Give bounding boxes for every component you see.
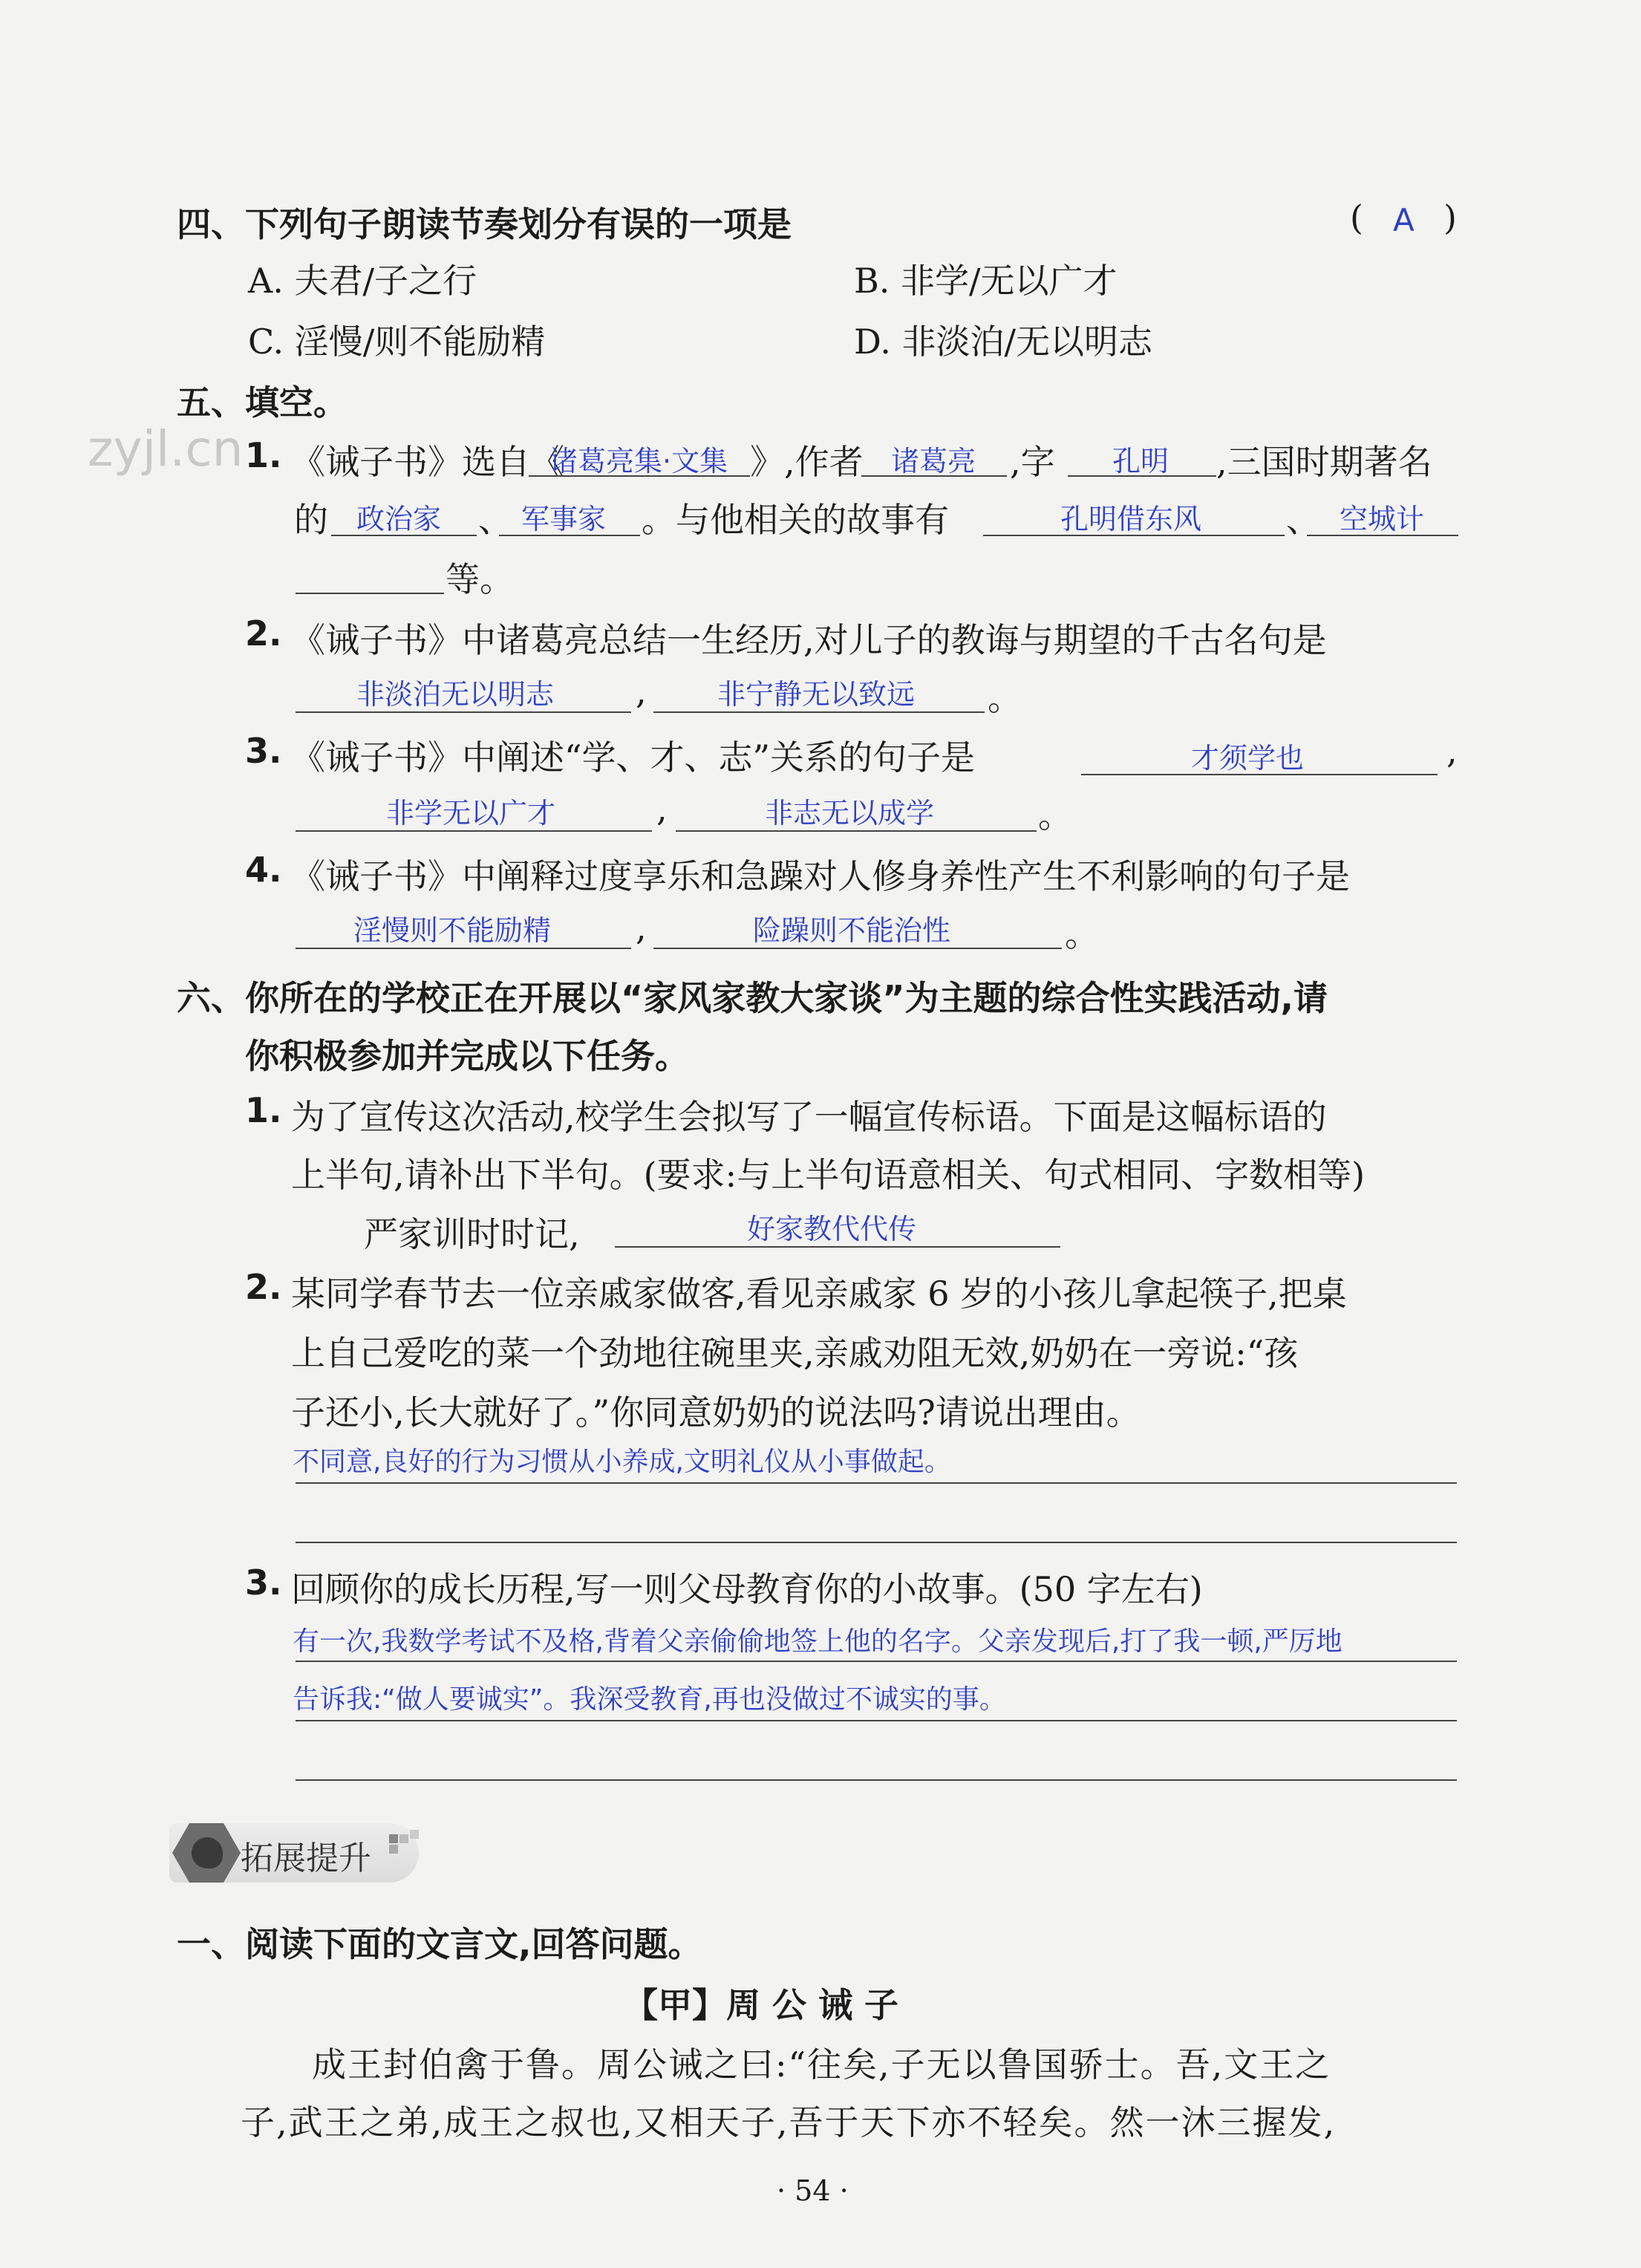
q1-answer-3: 孔明 [1112, 445, 1169, 478]
passage-title: 【甲】周 公 诫 子 [624, 1985, 899, 2025]
section-4-paren-close: ) [1443, 198, 1457, 238]
s6-q2-line-3: 子还小,长大就好了。”你同意奶奶的说法吗?请说出理由。 [291, 1392, 1141, 1433]
section-4-answer: A [1393, 202, 1415, 238]
extension-section-1-title: 一、阅读下面的文言文,回答问题。 [177, 1924, 702, 1964]
s6-q2-line-2: 上自己爱吃的菜一个劲地往碗里夹,亲戚劝阻无效,奶奶在一旁说:“孩 [291, 1333, 1299, 1373]
q2-end: 。 [988, 678, 1022, 718]
badge-dot-4 [389, 1845, 398, 1854]
extension-badge-label: 拓展提升 [241, 1840, 371, 1877]
q1-text-6: 、 [478, 500, 512, 540]
q1-answer-7: 空城计 [1340, 503, 1425, 535]
q1-text-5: 的 [294, 500, 328, 540]
q3-answer-2: 非学无以广才 [386, 797, 556, 830]
s6-q3-line-blank-1 [296, 1661, 1457, 1662]
q1-answer-2: 诸葛亮 [891, 445, 976, 478]
q4-end: 。 [1065, 914, 1099, 954]
s6-q1-line-3: 严家训时时记, [364, 1214, 580, 1254]
s6-q3-number: 3. [245, 1562, 282, 1603]
q4-comma: , [636, 907, 647, 948]
section-4-paren-open: ( [1350, 198, 1363, 238]
q3-text: 《诫子书》中阐述“学、才、志”关系的句子是 [291, 737, 976, 778]
section-5-title: 五、填空。 [177, 382, 348, 423]
q2-comma: , [636, 671, 647, 711]
section-6-title-line-2: 你积极参加并完成以下任务。 [245, 1036, 689, 1076]
q3-answer-3: 非志无以成学 [765, 797, 935, 830]
q1-answer-1: 诸葛亮集·文集 [549, 445, 728, 478]
s6-q3-line-blank-2 [296, 1720, 1457, 1721]
s6-q1-number: 1. [245, 1090, 282, 1130]
passage-line-1: 成王封伯禽于鲁。周公诫之曰:“往矣,子无以鲁国骄士。吾,文王之 [312, 2044, 1331, 2085]
q4-text: 《诫子书》中阐释过度享乐和急躁对人修身养性产生不利影响的句子是 [291, 856, 1350, 896]
q1-text-1: 《诫子书》选自《 [291, 442, 564, 482]
passage-line-2: 子,武王之弟,成王之叔也,又相天子,吾于天下亦不轻矣。然一沐三握发, [241, 2102, 1337, 2142]
s6-q3-text: 回顾你的成长历程,写一则父母教育你的小故事。(50 字左右) [291, 1569, 1203, 1609]
q1-text-4: ,三国时期著名 [1216, 442, 1432, 482]
option-c: C. 淫慢/则不能励精 [248, 322, 546, 362]
s6-q1-answer: 好家教代代传 [747, 1213, 917, 1245]
q3-comma-1: , [1446, 731, 1458, 771]
option-a: A. 夫君/子之行 [248, 261, 477, 301]
page-number: · 54 · [777, 2174, 849, 2207]
option-d: D. 非淡泊/无以明志 [854, 322, 1152, 362]
q1-text-7: 。与他相关的故事有 [642, 500, 949, 540]
q1-text-9: 等。 [446, 559, 514, 599]
badge-dot-3 [410, 1830, 419, 1839]
s6-q2-number: 2. [245, 1267, 282, 1307]
q1-text-3: ,字 [1010, 442, 1055, 482]
option-b: B. 非学/无以广才 [854, 261, 1118, 301]
q2-text: 《诫子书》中诸葛亮总结一生经历,对儿子的教诲与期望的千古名句是 [291, 620, 1327, 660]
q4-number: 4. [245, 850, 282, 890]
s6-q2-line-1: 某同学春节去一位亲戚家做客,看见亲戚家 6 岁的小孩儿拿起筷子,把桌 [291, 1274, 1347, 1314]
q1-blank-8 [296, 593, 444, 594]
s6-q2-answer: 不同意,良好的行为习惯从小养成,文明礼仪从小事做起。 [293, 1447, 951, 1477]
s6-q3-answer-line-2: 告诉我:“做人要诚实”。我深受教育,再也没做过不诚实的事。 [293, 1684, 1006, 1715]
section-4-title: 四、下列句子朗读节奏划分有误的一项是 [177, 204, 792, 244]
head-icon-inner [192, 1837, 223, 1868]
q1-answer-5: 军事家 [521, 503, 607, 535]
s6-q1-line-1: 为了宣传这次活动,校学生会拟写了一幅宣传标语。下面是这幅标语的 [291, 1097, 1327, 1137]
q3-end: 。 [1038, 795, 1072, 835]
q1-number: 1. [245, 435, 282, 475]
watermark: zyjl.cn [88, 420, 244, 478]
s6-q3-answer-line-1: 有一次,我数学考试不及格,背着父亲偷偷地签上他的名字。父亲发现后,打了我一顿,严厉地 [293, 1626, 1343, 1657]
q4-answer-2: 险躁则不能治性 [753, 914, 951, 947]
q2-answer-1: 非淡泊无以明志 [356, 678, 555, 711]
s6-q1-line-2: 上半句,请补出下半句。(要求:与上半句语意相关、句式相同、字数相等) [291, 1155, 1366, 1195]
q3-answer-1: 才须学也 [1191, 742, 1305, 775]
q3-number: 3. [245, 731, 282, 771]
q1-text-2: 》,作者 [750, 442, 864, 482]
s6-q3-line-blank-3 [296, 1779, 1457, 1781]
q2-answer-2: 非宁静无以致远 [717, 678, 916, 711]
q3-comma-2: , [656, 789, 668, 829]
q1-text-8: 、 [1286, 500, 1320, 540]
q1-answer-6: 孔明借东风 [1060, 503, 1202, 535]
badge-dot-1 [389, 1834, 398, 1843]
q1-answer-4: 政治家 [356, 503, 442, 535]
q4-answer-1: 淫慢则不能励精 [353, 914, 552, 947]
s6-q2-line-blank-2 [296, 1542, 1457, 1543]
s6-q2-line-blank-1 [296, 1482, 1457, 1484]
q2-number: 2. [245, 613, 282, 654]
section-6-title-line-1: 六、你所在的学校正在开展以“家风家教大家谈”为主题的综合性实践活动,请 [177, 978, 1328, 1018]
badge-dot-2 [399, 1834, 408, 1843]
